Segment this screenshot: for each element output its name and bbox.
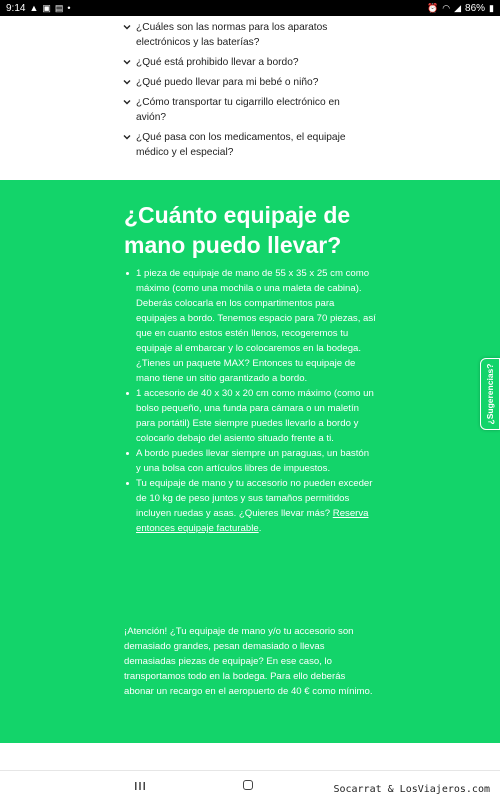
chevron-down-icon	[122, 97, 132, 107]
list-item-end: .	[258, 523, 262, 534]
home-button[interactable]	[243, 780, 253, 790]
faq-item-label: ¿Qué está prohibido llevar a bordo?	[136, 57, 299, 68]
faq-item-label: ¿Cuáles son las normas para los aparatos electrónicos y las baterías?	[136, 22, 328, 48]
faq-list	[0, 16, 500, 180]
battery-level: 86%	[465, 2, 486, 14]
chevron-down-icon	[122, 77, 132, 87]
faq-item[interactable]	[122, 130, 372, 160]
notification-icon: ▤	[54, 3, 64, 13]
status-bar	[0, 0, 500, 16]
chevron-down-icon	[122, 22, 132, 32]
faq-item-label: ¿Cómo transportar tu cigarrillo electrónico en avión?	[136, 97, 340, 123]
hand-luggage-section	[0, 180, 500, 743]
gallery-icon: ▣	[42, 3, 51, 13]
chevron-down-icon	[122, 57, 132, 67]
luggage-rules-list	[124, 266, 376, 536]
chevron-down-icon	[122, 132, 132, 142]
section-title: ¿Cuánto equipaje de mano puedo llevar?	[124, 202, 351, 258]
checked-luggage-link[interactable]: Reserva entonces equipaje facturable	[136, 508, 369, 534]
recent-apps-icon[interactable]	[134, 781, 146, 791]
faq-item-label: ¿Qué pasa con los medicamentos, el equipaje médico y el especial?	[136, 132, 346, 158]
battery-icon: ▮	[489, 3, 494, 13]
faq-item[interactable]	[122, 20, 372, 50]
faq-item[interactable]	[122, 95, 372, 125]
wifi-icon: ◠	[442, 3, 451, 13]
alarm-icon: ⏰	[427, 3, 439, 13]
list-item	[124, 476, 376, 536]
faq-item-label: ¿Qué puedo llevar para mi bebé o niño?	[136, 77, 319, 88]
warning-icon: ▲	[29, 3, 39, 13]
list-item-text: Tu equipaje de mano y tu accesorio no pueden exceder de 10 kg de peso juntos y sus tamaños permitidos incluyen ruedas y asas. ¿Quieres llevar más?	[136, 478, 373, 519]
faq-item[interactable]	[122, 75, 372, 90]
list-item: 1 pieza de equipaje de mano de 55 x 35 x 25 cm como máximo (como una mochila o una maleta de cabina). Deberás colocarla en los compartimentos para equipajes a bordo. Tenemos espacio para 70 piezas, así que en cuanto estos estén llenos, recogeremos tu equipaje al embarcar y lo colocaremos en la bodega. ¿Tienes un paquete MAX? Entonces tu equipaje de mano tiene un sitio garantizado a bordo.	[124, 266, 376, 386]
feedback-tab[interactable]	[480, 358, 500, 430]
faq-item[interactable]	[122, 55, 372, 70]
list-item: 1 accesorio de 40 x 30 x 20 cm como máximo (como un bolso pequeño, una funda para cámara o un maletín para portátil) Este siempre puedes llevarlo a bordo y colocarlo debajo del asiento situado frente a ti.	[124, 386, 376, 446]
watermark: Socarrat & LosViajeros.com	[333, 784, 490, 795]
dot-icon: •	[67, 3, 71, 13]
clock: 9:14	[6, 2, 26, 14]
signal-icon: ◢	[454, 3, 462, 13]
attention-note: ¡Atención! ¿Tu equipaje de mano y/o tu accesorio son demasiado grandes, pesan demasiado o llevas demasiadas piezas de equipaje? En ese caso, lo transportamos todo en la bodega. Para ello deberás abonar un recargo en el aeropuerto de 40 € como mínimo.	[124, 626, 373, 697]
list-item: A bordo puedes llevar siempre un paraguas, un bastón y una bolsa con artículos libres de impuestos.	[124, 446, 376, 476]
feedback-tab-label: ¿Sugerencias?	[485, 363, 495, 425]
